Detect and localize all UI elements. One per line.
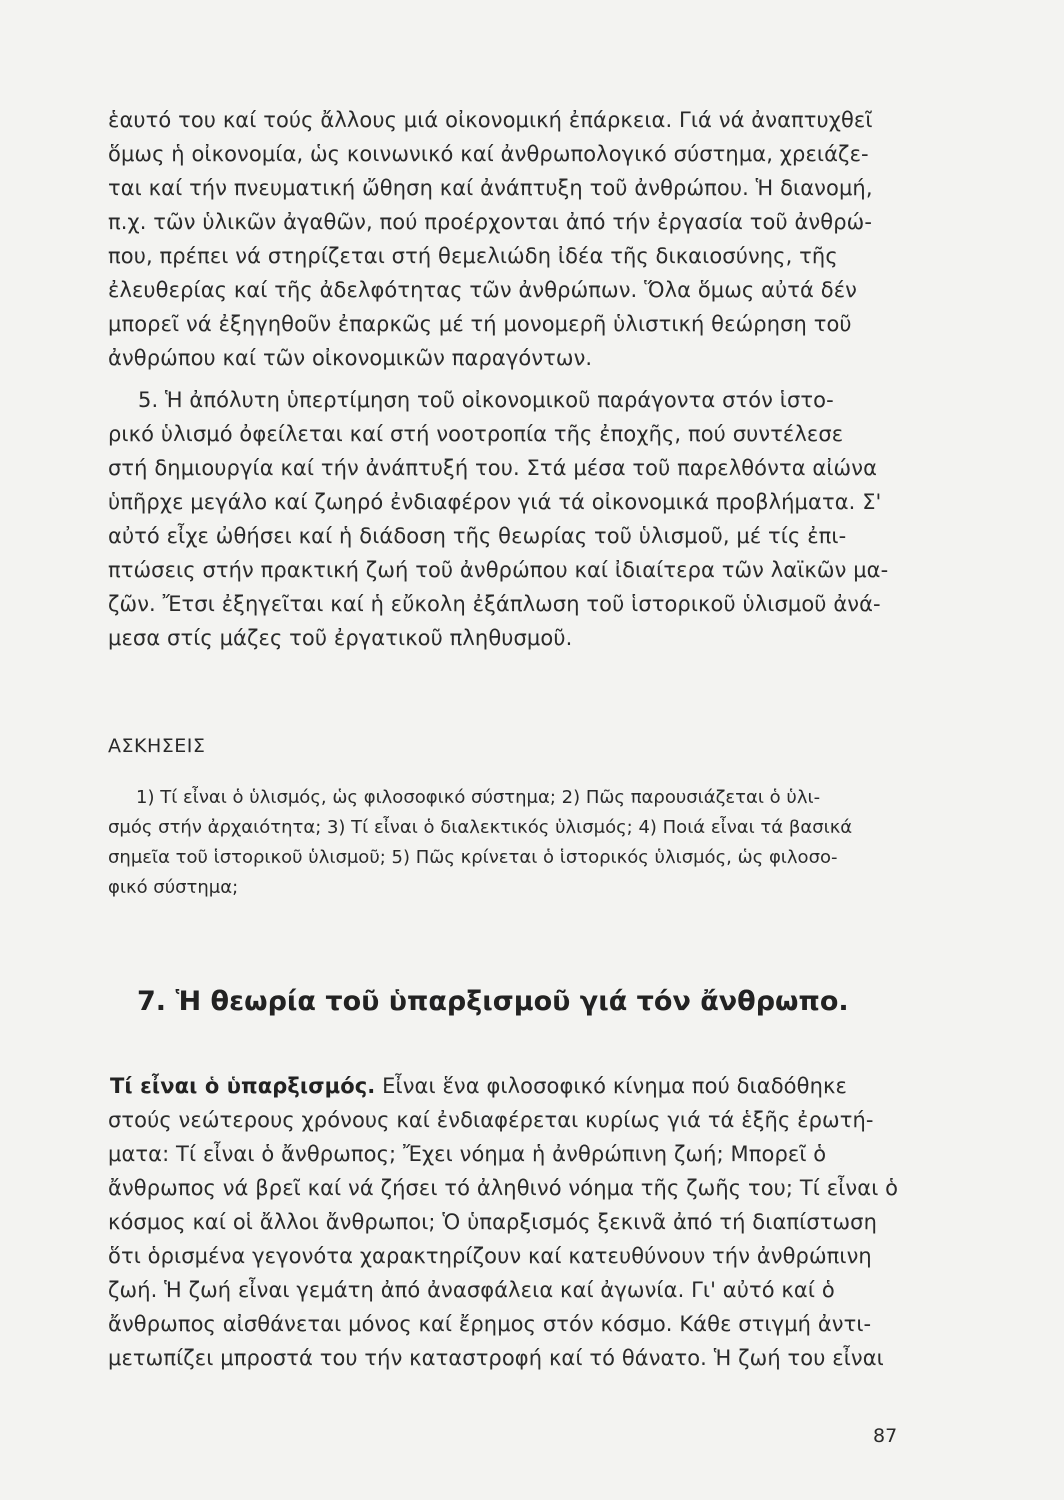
section-lead-term: Τί εἶναι ὁ ὑπαρξισμός. — [110, 1074, 376, 1098]
text-line: ματα: Τί εἶναι ὁ ἄνθρωπος; Ἔχει νόημα ἡ ἀνθρώπινη ζωή; Μπορεῖ ὁ — [108, 1142, 827, 1166]
text-line: π.χ. τῶν ὑλικῶν ἀγαθῶν, πού προέρχονται ἀπό τήν ἐργασία τοῦ ἀνθρώ- — [108, 210, 872, 234]
text-line: ἄνθρωπος νά βρεῖ καί νά ζήσει τό ἀληθινό νόημα τῆς ζωῆς του; Τί εἶναι ὁ — [108, 1176, 899, 1200]
text-line: 5. Ἡ ἀπόλυτη ὑπερτίμηση τοῦ οἰκονομικοῦ παράγοντα στόν ἱστο- — [138, 388, 834, 412]
text-line: μπορεῖ νά ἐξηγηθοῦν ἐπαρκῶς μέ τή μονομερῆ ὑλιστική θεώρηση τοῦ — [108, 312, 852, 336]
section-lead-text: Εἶναι ἕνα φιλοσοφικό κίνημα πού διαδόθηκε — [375, 1074, 847, 1098]
exercise-line: φικό σύστημα; — [108, 877, 239, 898]
section-title: 7. Ἡ θεωρία τοῦ ὑπαρξισμοῦ γιά τόν ἄνθρωπο. — [137, 986, 849, 1017]
text-line: ἀνθρώπου καί τῶν οἰκονομικῶν παραγόντων. — [108, 346, 593, 370]
text-line: ζῶν. Ἔτσι ἐξηγεῖται καί ἡ εὔκολη ἐξάπλωση τοῦ ἱστορικοῦ ὑλισμοῦ ἀνά- — [108, 592, 881, 616]
text-line: μετωπίζει μπροστά του τήν καταστροφή καί τό θάνατο. Ἡ ζωή του εἶναι — [108, 1346, 884, 1370]
text-line: ζωή. Ἡ ζωή εἶναι γεμάτη ἀπό ἀνασφάλεια καί ἀγωνία. Γι' αὐτό καί ὁ — [108, 1278, 835, 1302]
text-line: πτώσεις στήν πρακτική ζωή τοῦ ἀνθρώπου καί ἰδιαίτερα τῶν λαϊκῶν μα- — [108, 558, 889, 582]
page-number: 87 — [873, 1425, 898, 1447]
exercises-heading: ΑΣΚΗΣΕΙΣ — [108, 735, 206, 757]
exercise-line: 1) Τί εἶναι ὁ ὑλισμός, ὡς φιλοσοφικό σύστημα; 2) Πῶς παρουσιάζεται ὁ ὑλι- — [136, 787, 821, 808]
text-line: ὑπῆρχε μεγάλο καί ζωηρό ἐνδιαφέρον γιά τά οἰκονομικά προβλήματα. Σ' — [108, 490, 882, 514]
text-line: ὅμως ἡ οἰκονομία, ὡς κοινωνικό καί ἀνθρωπολογικό σύστημα, χρειάζε- — [108, 142, 869, 166]
text-line: που, πρέπει νά στηρίζεται στή θεμελιώδη ἰδέα τῆς δικαιοσύνης, τῆς — [108, 244, 838, 268]
text-line: στούς νεώτερους χρόνους καί ἐνδιαφέρεται κυρίως γιά τά ἑξῆς ἐρωτή- — [108, 1108, 874, 1132]
text-line: ἐλευθερίας καί τῆς ἀδελφότητας τῶν ἀνθρώπων. Ὅλα ὅμως αὐτά δέν — [108, 278, 858, 302]
text-line: στή δημιουργία καί τήν ἀνάπτυξή του. Στά μέσα τοῦ παρελθόντα αἰώνα — [108, 456, 878, 480]
exercise-line: σμός στήν ἀρχαιότητα; 3) Τί εἶναι ὁ διαλεκτικός ὑλισμός; 4) Ποιά εἶναι τά βασικά — [108, 817, 853, 838]
text-line: μεσα στίς μάζες τοῦ ἐργατικοῦ πληθυσμοῦ. — [108, 626, 573, 650]
text-line: ἑαυτό του καί τούς ἄλλους μιά οἰκονομική ἐπάρκεια. Γιά νά ἀναπτυχθεῖ — [108, 108, 873, 132]
section-lead-line — [110, 1072, 910, 1100]
text-line: αὐτό εἶχε ὠθήσει καί ἡ διάδοση τῆς θεωρίας τοῦ ὑλισμοῦ, μέ τίς ἐπι- — [108, 524, 847, 548]
text-line: κόσμος καί οἱ ἄλλοι ἄνθρωποι; Ὁ ὑπαρξισμός ξεκινᾶ ἀπό τή διαπίστωση — [108, 1210, 878, 1234]
text-line: ἄνθρωπος αἰσθάνεται μόνος καί ἔρημος στόν κόσμο. Κάθε στιγμή ἀντι- — [108, 1312, 872, 1336]
exercise-line: σημεῖα τοῦ ἱστορικοῦ ὑλισμοῦ; 5) Πῶς κρίνεται ὁ ἱστορικός ὑλισμός, ὡς φιλοσο- — [108, 847, 838, 868]
text-line: ται καί τήν πνευματική ὤθηση καί ἀνάπτυξη τοῦ ἀνθρώπου. Ἡ διανομή, — [108, 176, 873, 200]
text-line: ὅτι ὁρισμένα γεγονότα χαρακτηρίζουν καί κατευθύνουν τήν ἀνθρώπινη — [108, 1244, 872, 1268]
text-line: ρικό ὑλισμό ὀφείλεται καί στή νοοτροπία τῆς ἐποχῆς, πού συντέλεσε — [108, 422, 844, 446]
